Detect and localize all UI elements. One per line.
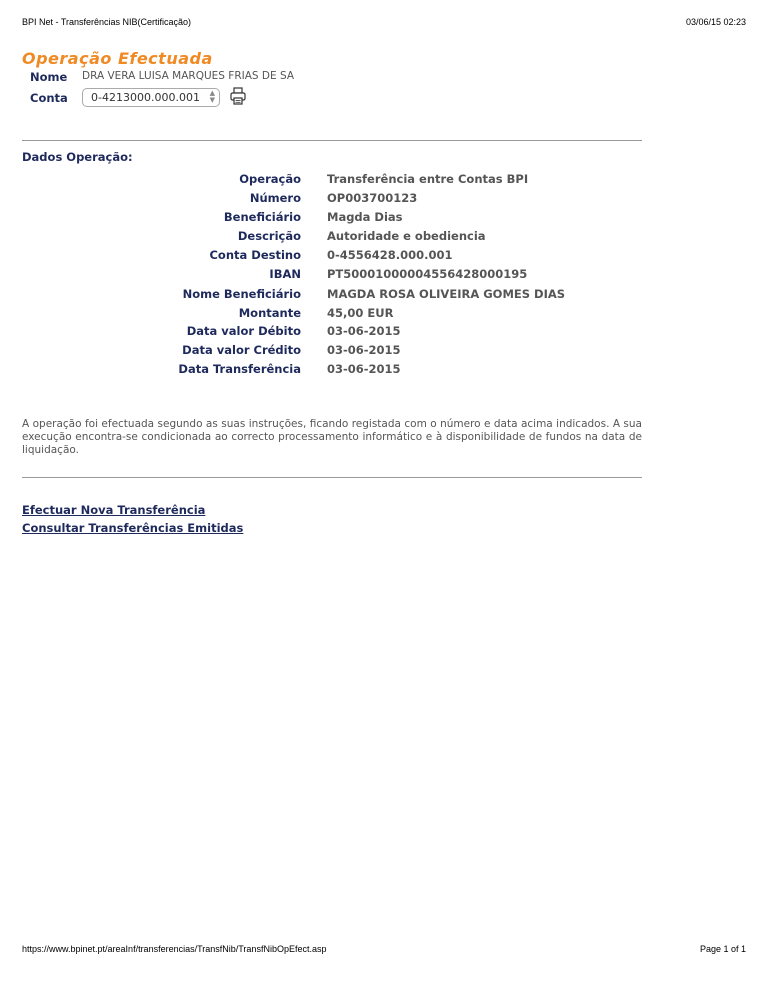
- detail-label: Data valor Débito: [186, 324, 301, 338]
- nome-label: Nome: [30, 70, 68, 84]
- detail-value: OP003700123: [327, 191, 418, 205]
- detail-row-numero: [0, 191, 768, 209]
- page-title: Operação Efectuada: [22, 49, 213, 68]
- print-header-datetime: 03/06/15 02:23: [685, 17, 746, 27]
- detail-value: Magda Dias: [327, 210, 403, 224]
- notice-text: A operação foi efectuada segundo as suas instruções, ficando registada com o número e data acima indicados. A sua execução encontra-se condicionada ao correcto processamento informático e à disponibilidade de fundos na data de liquidação.: [22, 418, 642, 456]
- print-footer: [22, 944, 746, 956]
- new-transfer-link[interactable]: Efectuar Nova Transferência: [22, 503, 206, 517]
- divider-top: [22, 140, 642, 141]
- detail-row-conta-destino: [0, 248, 768, 266]
- detail-row-descricao: [0, 229, 768, 247]
- print-header: [22, 17, 746, 31]
- detail-value: 03-06-2015: [327, 343, 401, 357]
- divider-bottom: [22, 477, 642, 478]
- detail-label: Data Transferência: [178, 362, 301, 376]
- detail-label: Data valor Crédito: [182, 343, 301, 357]
- detail-value: 03-06-2015: [327, 362, 401, 376]
- detail-row-data-credito: [0, 343, 768, 361]
- conta-select-value: 0-4213000.000.001: [91, 91, 200, 104]
- detail-label: Beneficiário: [223, 210, 301, 224]
- detail-row-nome-beneficiario: [0, 287, 768, 305]
- detail-value: 03-06-2015: [327, 324, 401, 338]
- detail-value: Autoridade e obediencia: [327, 229, 486, 243]
- detail-value: Transferência entre Contas BPI: [327, 172, 529, 186]
- detail-row-data-debito: [0, 324, 768, 342]
- detail-label: Nome Beneficiário: [182, 287, 301, 301]
- printer-icon[interactable]: [229, 87, 247, 105]
- chevron-updown-icon: ▲ ▼: [209, 89, 215, 104]
- detail-row-iban: [0, 267, 768, 285]
- detail-value: MAGDA ROSA OLIVEIRA GOMES DIAS: [327, 287, 566, 301]
- detail-value: PT50001000004556428000195: [327, 267, 528, 281]
- nome-value: DRA VERA LUISA MARQUES FRIAS DE SA: [82, 70, 295, 82]
- detail-label: Descrição: [237, 229, 301, 243]
- detail-value: 45,00 EUR: [327, 306, 394, 320]
- detail-label: Montante: [238, 306, 301, 320]
- detail-label: Operação: [239, 172, 301, 186]
- detail-label: IBAN: [269, 267, 301, 281]
- section-title: Dados Operação:: [22, 150, 133, 164]
- print-header-title: BPI Net - Transferências NIB(Certificação): [22, 17, 192, 27]
- detail-label: Conta Destino: [209, 248, 301, 262]
- conta-label: Conta: [30, 91, 68, 105]
- detail-value: 0-4556428.000.001: [327, 248, 453, 262]
- print-footer-url: https://www.bpinet.pt/areaInf/transferencias/TransfNib/TransfNibOpEfect.asp: [22, 944, 327, 954]
- detail-row-data-transferencia: [0, 362, 768, 380]
- detail-label: Número: [249, 191, 301, 205]
- detail-row-beneficiario: [0, 210, 768, 228]
- detail-row-montante: [0, 306, 768, 324]
- conta-select[interactable]: [82, 88, 220, 107]
- print-footer-page: Page 1 of 1: [699, 944, 746, 954]
- view-transfers-link[interactable]: Consultar Transferências Emitidas: [22, 521, 244, 535]
- detail-row-operacao: [0, 172, 768, 190]
